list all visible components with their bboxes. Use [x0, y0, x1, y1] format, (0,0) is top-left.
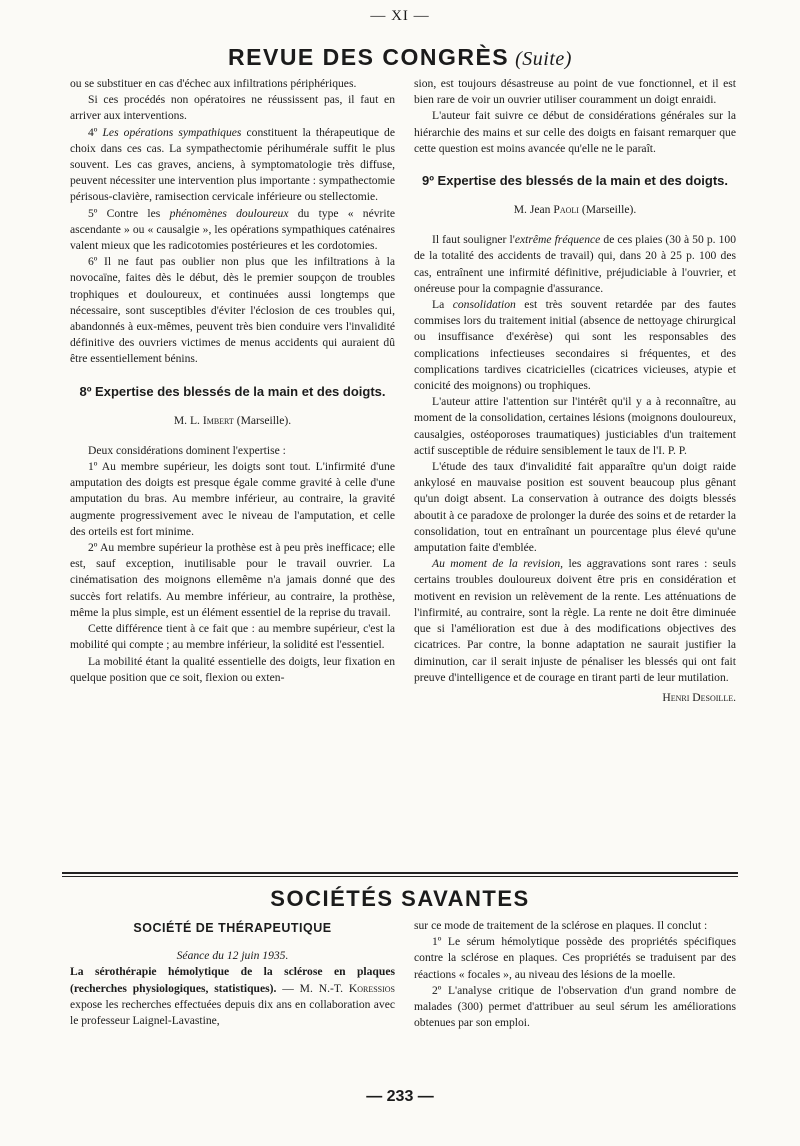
paragraph: sion, est toujours désastreuse au point de vue fonctionnel, et il est bien rare de voir un ouvrier utiliser couramment un doigt enraidi.	[414, 77, 736, 107]
paragraph: Si ces procédés non opératoires ne réussissent pas, il faut en arriver aux interventions.	[70, 93, 395, 123]
societes-left-column	[70, 920, 395, 1029]
paragraph: La consolidation est très souvent retardée par des fautes commises lors du traitement initial (absence de nettoyage chirurgical ou insuffisance d'exérèse) qui sont les responsables des complications infectieuses secondaires si fréquentes, et des complications tardives cicatricielles (cicatrices vicieuses, atypie et conicité des moignons) ou trophiques.	[414, 298, 736, 393]
heading-section-9: 9º Expertise des blessés de la main et des doigts.	[421, 173, 729, 189]
page-number: — 233 —	[366, 1088, 434, 1105]
paragraph: Au moment de la revision, les aggravations sont rares : seuls certains troubles douloureux doivent être pris en considération et motivent en revision un relèvement de la rente. Les atténuations de l'infirmité, au contraire, sont la règle. La rente ne doit être diminuée que si l'amélioration est due à des modifications objectives des cicatrices. Par contre, la bonne adaptation ne saurait justifier la diminution, car il serait injuste de pénaliser les blessés qui ont fait preuve d'intelligence et de courage en tirant parti de leur mutilation.	[414, 557, 736, 684]
paragraph: L'auteur fait suivre ce début de considérations générales sur la hiérarchie des mains et sur celle des doigts en faisant remarquer que cette question est moins avancée qu'elle ne le paraît.	[414, 109, 736, 155]
section-title-text: REVUE DES CONGRÈS	[228, 44, 510, 70]
paragraph: 4º Les opérations sympathiques constituent la thérapeutique de choix dans ces cas. La sympathectomie périhumérale suffit le plus souvent. Les cas graves, anciens, à symptomatologie très diffuse, peuvent nécessiter une intervention plus importante : sympathectomie périsous-clavière, ramisection cervicale inférieure ou stellectomie.	[70, 125, 395, 204]
heading-section-8: 8º Expertise des blessés de la main et des doigts.	[79, 383, 386, 399]
paragraph: 2º Au membre supérieur la prothèse est à peu près inefficace; elle est, sauf exception, inutilisable pour le travail ouvrier. La cinématisation des moignons ellemême n'a jamais donné que des succès fort relatifs. Au membre inférieur, au contraire, la prothèse, même la plus simple, est un élément essentiel de la reprise du travail.	[70, 541, 395, 619]
paragraph: La mobilité étant la qualité essentielle des doigts, leur fixation en quelque position que ce soit, flexion ou exten-	[70, 654, 395, 684]
paragraph: 1º Le sérum hémolytique possède des propriétés spécifiques contre la sclérose en plaques. Ces propriétés se traduisent par des réactions « focales », au niveau des lésions de la moelle.	[414, 935, 736, 981]
section-title-suite: (Suite)	[515, 48, 572, 70]
right-column	[414, 76, 736, 706]
paragraph: L'auteur attire l'attention sur l'intérêt qu'il y a à reconnaître, au moment de la consolidation, certaines lésions (moignons douloureux, causalgies, ostéoporoses traumatiques) justiciables d'un traitement actif susceptible de réduire sensiblement le taux de l'I. P. P.	[414, 395, 736, 457]
paragraph: 5º Contre les phénomènes douloureux du type « névrite ascendante » ou « causalgie », les opérations sympathiques caténaires valent mieux que les radicotomies postérieures et les cordotomies.	[70, 206, 395, 253]
left-column	[70, 76, 395, 686]
roman-page-number: — XI —	[370, 8, 430, 24]
section-title	[0, 44, 800, 71]
paragraph: 2º L'analyse critique de l'observation d'un grand nombre de malades (300) permet d'attribuer au seul sérum les améliorations obtenues par son emploi.	[414, 983, 736, 1030]
author-line: M. L. Imbert (Marseille).	[173, 413, 292, 427]
paragraph: La sérothérapie hémolytique de la sclérose en plaques (recherches physiologiques, statistiques). — M. N.-T. Koressios expose les recherches effectuées depuis dix ans en collaboration avec le professeur Laignel-Lavastine,	[70, 965, 395, 1028]
paragraph: L'étude des taux d'invalidité fait apparaître qu'un doigt raide ankylosé en mauvaise position est souvent beaucoup plus gênant qu'un doigt absent. La conservation à outrance des doigts blessés aboutit à ce paradoxe de prolonger la durée des soins et de retarder la consolidation, tout en entraînant un pourcentage plus élevé qu'une amputation faite d'emblée.	[414, 460, 736, 555]
paragraph: 6º Il ne faut pas oublier non plus que les infiltrations à la novocaïne, faites dès le début, dès le premier soupçon de troubles trophiques et douloureux, et continuées aussi longtemps que nécessaire, sont susceptibles d'éviter l'éclosion de ces troubles qui, abandonnés à eux-mêmes, peuvent très bien conduire vers l'invalidité définitive des ouvriers victimes de menus accidents qui auraient dû être essentiellement bénins.	[70, 255, 395, 366]
societes-title: SOCIÉTÉS SAVANTES	[270, 886, 530, 911]
paragraph: Il faut souligner l'extrême fréquence de ces plaies (30 à 50 p. 100 de la totalité des accidents de travail) qui, dans 20 à 25 p. 100 des cas, entraînent une infirmité définitive, préjudiciable à l'ouvrier, et onéreuse pour la compagnie d'assurance.	[414, 233, 737, 295]
paragraph: Deux considérations dominent l'expertise :	[88, 443, 286, 457]
session-date: Séance du 12 juin 1935.	[176, 949, 289, 963]
divider-rule	[62, 876, 738, 877]
signature: Henri Desoille.	[662, 690, 736, 704]
society-name: SOCIÉTÉ DE THÉRAPEUTIQUE	[133, 921, 332, 935]
author-line: M. Jean Paoli (Marseille).	[513, 203, 637, 217]
societes-right-column	[414, 918, 736, 1031]
paragraph: Cette différence tient à ce fait que : au membre supérieur, c'est la mobilité qui compte ; au membre inférieur, la solidité est l'essentiel.	[70, 622, 395, 652]
divider-rule	[62, 872, 738, 874]
paragraph: sur ce mode de traitement de la sclérose en plaques. Il conclut :	[414, 919, 708, 932]
paragraph: ou se substituer en cas d'échec aux infiltrations périphériques.	[70, 77, 357, 90]
paragraph: 1º Au membre supérieur, les doigts sont tout. L'infirmité d'une amputation des doigts est presque égale comme gravité à celle d'une amputation du bras. Au membre inférieur, au contraire, la gravité augmente progressivement avec le niveau de l'amputation, et celle des orteils est fort minime.	[70, 460, 395, 538]
